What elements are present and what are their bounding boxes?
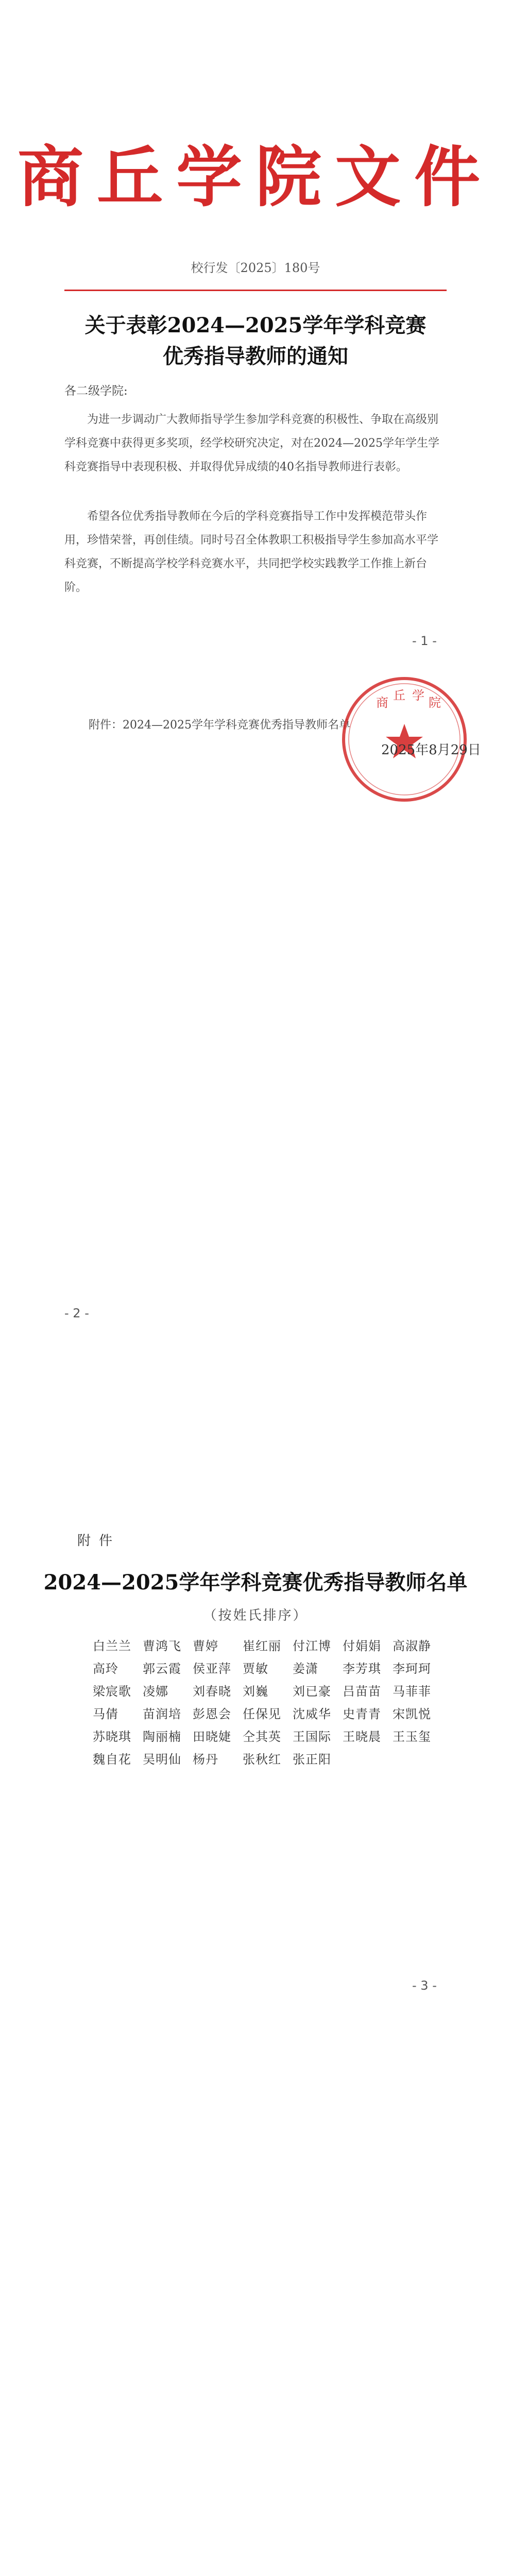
- teacher-name: 刘春晓: [193, 1684, 231, 1699]
- teacher-name: 史青青: [343, 1707, 381, 1721]
- teacher-name: 王国际: [293, 1730, 331, 1744]
- svg-text:院: 院: [429, 696, 441, 710]
- svg-text:丘: 丘: [393, 688, 405, 703]
- svg-text:商: 商: [376, 696, 388, 710]
- teacher-name: 杨丹: [193, 1752, 218, 1767]
- teacher-name: 侯亚萍: [193, 1662, 231, 1676]
- teacher-name: 付江博: [293, 1639, 331, 1653]
- salutation: 各二级学院:: [64, 384, 128, 398]
- notice-title-line1: 关于表彰2024—2025学年学科竞赛: [84, 313, 427, 337]
- page-number-3: - 3 -: [412, 1978, 437, 1993]
- teacher-name: 李珂珂: [393, 1662, 431, 1676]
- teacher-name: 高玲: [93, 1662, 118, 1676]
- document-number: 校行发〔2025〕180号: [191, 261, 320, 275]
- teacher-name: 郭云霞: [143, 1662, 181, 1676]
- red-divider: [64, 290, 447, 291]
- teacher-name: 梁宸歌: [93, 1684, 131, 1699]
- teacher-name: 彭恩会: [193, 1707, 231, 1721]
- teacher-name-list: [93, 1636, 443, 1770]
- teacher-name: 曹婷: [193, 1639, 218, 1653]
- body-paragraph-2: 希望各位优秀指导教师在今后的学科竞赛指导工作中发挥模范带头作用，珍惜荣誉，再创佳绩。同时号召全体教职工积极指导学生参加高水平学科竞赛，不断提高学校学科竞赛水平，共同把学校实践教学工作推上新台阶。: [64, 510, 439, 594]
- attachment-subtitle: （按姓氏排序）: [203, 1608, 308, 1623]
- teacher-name: 吕苗苗: [343, 1684, 381, 1699]
- teacher-name: 陶丽楠: [143, 1730, 181, 1744]
- teacher-name: 仝其英: [243, 1730, 281, 1744]
- teacher-name: 吴明仙: [143, 1752, 181, 1767]
- document-header-title: 商丘学院文件: [17, 139, 493, 216]
- teacher-name: 魏自花: [93, 1752, 131, 1767]
- teacher-name: 王玉玺: [393, 1730, 431, 1744]
- teacher-name: 宋凯悦: [393, 1707, 431, 1721]
- teacher-name: 张正阳: [293, 1752, 331, 1767]
- teacher-name: 贾敏: [243, 1662, 268, 1676]
- teacher-name: 田晓婕: [193, 1730, 231, 1744]
- teacher-name: 苗润培: [143, 1707, 181, 1721]
- attachment-reference: 附件：2024—2025学年学科竞赛优秀指导教师名单: [89, 719, 350, 732]
- issue-date: 2025年8月29日: [381, 742, 481, 758]
- teacher-name: 苏晓琪: [93, 1730, 131, 1744]
- page-number-1: - 1 -: [412, 634, 437, 648]
- attachment-label: 附件: [77, 1533, 121, 1549]
- teacher-name: 曹鸿飞: [143, 1639, 181, 1653]
- teacher-name: 任保见: [243, 1707, 281, 1721]
- teacher-name: 张秋红: [243, 1752, 281, 1767]
- teacher-name: 王晓晨: [343, 1730, 381, 1744]
- svg-text:学: 学: [412, 688, 424, 703]
- teacher-name: 凌娜: [143, 1684, 168, 1699]
- teacher-name: 刘巍: [243, 1684, 268, 1699]
- attachment-title: 2024—2025学年学科竞赛优秀指导教师名单: [43, 1570, 468, 1595]
- teacher-name: 李芳琪: [343, 1662, 381, 1676]
- teacher-name: 沈威华: [293, 1707, 331, 1721]
- teacher-name: 付娟娟: [343, 1639, 381, 1653]
- notice-title-line2: 优秀指导教师的通知: [163, 344, 348, 368]
- teacher-name: 马倩: [93, 1707, 118, 1721]
- page-number-2: - 2 -: [64, 1306, 89, 1320]
- teacher-name: 马菲菲: [393, 1684, 431, 1699]
- teacher-name: 白兰兰: [93, 1639, 131, 1653]
- teacher-name: 刘已豪: [293, 1684, 331, 1699]
- teacher-name: 姜潇: [293, 1662, 318, 1676]
- teacher-name: 高淑静: [393, 1639, 431, 1653]
- body-paragraph-1: 为进一步调动广大教师指导学生参加学科竞赛的积极性、争取在高级别学科竞赛中获得更多奖项，经学校研究决定，对在2024—2025学年学生学科竞赛指导中表现积极、并取得优异成绩的40名指导教师进行表彰。: [64, 413, 439, 473]
- teacher-name: 崔红丽: [243, 1639, 281, 1653]
